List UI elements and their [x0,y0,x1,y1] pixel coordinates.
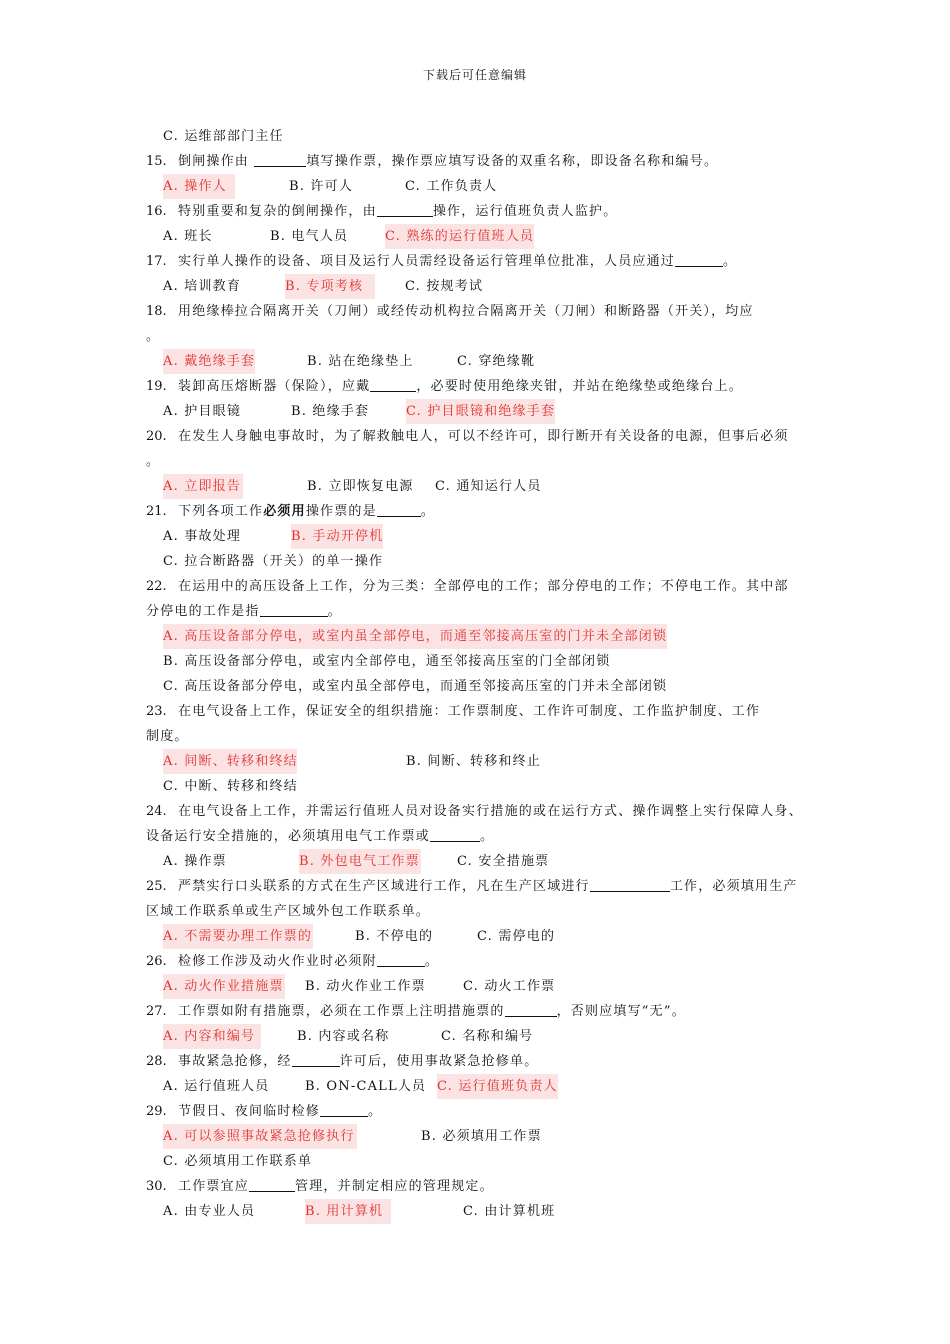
q20-stem-cont: 。 [146,454,161,469]
q25-option-c: C. 需停电的 [477,929,556,944]
q24-stem [146,799,810,824]
q22-text-2: 。 [327,604,342,619]
q18-stem-cont: 。 [146,329,161,344]
q17-options [146,274,810,299]
q19-text-1: 装卸高压熔断器（保险），应戴 [178,379,371,394]
q19-option-c: C. 护目眼镜和绝缘手套 [406,399,555,424]
q18-option-c: C. 穿绝缘靴 [457,354,536,369]
q21-text-3: 。 [420,504,436,519]
q22-option-c-line [146,674,810,699]
q24-text-cont: 设备运行安全措施的，必须填用电气工作票或 [146,829,431,844]
q18-stem [146,299,810,324]
q29-stem [146,1099,810,1124]
q18-option-b: B. 站在绝缘垫上 [307,354,414,369]
q30-option-c: C. 由计算机班 [463,1204,556,1219]
q25-text-1: 严禁实行口头联系的方式在生产区域进行工作，凡在生产区域进行 [178,879,590,894]
q19-number: 19. [146,379,167,394]
q21-number: 21. [146,504,167,519]
q17-option-c: C. 按规考试 [405,279,484,294]
q30-option-a: A. 由专业人员 [163,1204,256,1219]
q28-option-c: C. 运行值班负责人 [437,1074,558,1099]
q24-option-b: B. 外包电气工作票 [299,849,421,874]
q21-option-c: C. 拉合断路器（开关）的单一操作 [163,554,384,569]
q15-blank [254,151,306,167]
q29-options-c [146,1149,810,1174]
q17-text-2: 。 [723,254,738,269]
q30-text-2: 管理，并制定相应的管理规定。 [295,1179,494,1194]
q28-option-b: B. ON-CALL人员 [305,1079,427,1094]
q23-option-c: C. 中断、转移和终结 [163,779,298,794]
q18-text-1: 用绝缘棒拉合隔离开关（刀闸）或经传动机构拉合隔离开关（刀闸）和断路器（开关），均应 [178,304,754,319]
q22-option-b: B. 高压设备部分停电，或室内全部停电，通至邻接高压室的门全部闭锁 [163,654,611,669]
q24-option-c: C. 安全措施票 [457,854,550,869]
q29-text-2: 。 [368,1104,383,1119]
q29-option-b: B. 必须填用工作票 [421,1129,542,1144]
q17-text-1: 实行单人操作的设备、项目及运行人员需经设备运行管理单位批准，人员应通过 [178,254,676,269]
q21-option-a: A. 事故处理 [163,529,242,544]
q26-number: 26. [146,954,167,969]
q22-stem-cont [146,599,810,624]
q28-options [146,1074,810,1099]
q27-blank [505,1001,557,1017]
q20-number: 20. [146,429,167,444]
q14-option-c: C. 运维部部门主任 [163,129,284,144]
q30-blank [249,1176,295,1192]
q28-stem [146,1049,810,1074]
q27-option-b: B. 内容或名称 [297,1029,390,1044]
q28-option-a: A. 运行值班人员 [163,1079,270,1094]
q20-option-c: C. 通知运行人员 [435,479,542,494]
q15-text-2: 填写操作票，操作票应填写设备的双重名称，即设备名称和编号。 [306,154,719,169]
q29-options-ab [146,1124,810,1149]
q17-blank [675,251,723,267]
q30-stem [146,1174,810,1199]
q28-text-2: 许可后，使用事故紧急抢修单。 [339,1054,539,1069]
q24-number: 24. [146,804,167,819]
q19-text-2: ，必要时使用绝缘夹钳，并站在绝缘垫或绝缘台上。 [416,379,743,394]
q21-option-b: B. 手动开停机 [291,524,383,549]
q22-option-a-line [146,624,810,649]
q22-number: 22. [146,579,167,594]
q25-stem-cont: 区域工作联系单或生产区域外包工作联系单。 [146,904,431,919]
q23-text-1: 在电气设备上工作，保证安全的组织措施：工作票制度、工作许可制度、工作监护制度、工作 [178,704,761,719]
q14-option-c-line [146,124,810,149]
q30-options [146,1199,810,1224]
q29-text-1: 节假日、夜间临时检修 [178,1104,321,1119]
q22-blank [260,601,328,617]
q22-stem [146,574,810,599]
q19-stem [146,374,810,399]
q26-stem [146,949,810,974]
q16-text-2: 操作，运行值班负责人监护。 [432,204,618,219]
q28-number: 28. [146,1054,167,1069]
q16-number: 16. [146,204,167,219]
q16-stem [146,199,810,224]
q24-blank [430,826,480,842]
q21-blank [377,501,421,517]
q27-option-a: A. 内容和编号 [163,1024,261,1049]
q25-blank [590,876,670,892]
q23-option-b: B. 间断、转移和终止 [406,754,542,769]
q26-text-2: 。 [424,954,440,969]
q21-options-c [146,549,810,574]
q16-blank [377,201,433,217]
q23-number: 23. [146,704,167,719]
q23-options-c [146,774,810,799]
q25-number: 25. [146,879,167,894]
q27-option-c: C. 名称和编号 [441,1029,534,1044]
q19-option-a: A. 护目眼镜 [163,404,242,419]
q27-number: 27. [146,1004,167,1019]
q26-option-b: B. 动火作业工作票 [305,979,426,994]
q20-option-b: B. 立即恢复电源 [307,479,414,494]
q16-text-1: 特别重要和复杂的倒闸操作，由 [178,204,377,219]
q28-blank [292,1051,340,1067]
q15-stem [146,149,810,174]
q20-text-1: 在发生人身触电事故时，为了解救触电人，可以不经许可，即行断开有关设备的电源，但事后必须 [178,429,789,444]
q24-text-2: 。 [480,829,495,844]
q24-text-1: 在电气设备上工作，并需运行值班人员对设备实行措施的或在运行方式、操作调整上实行保障人身、 [178,804,803,819]
q17-stem [146,249,810,274]
q29-blank [320,1101,368,1117]
q29-option-c: C. 必须填用工作联系单 [163,1154,313,1169]
q25-text-2: 工作，必须填用生产 [669,879,798,894]
q20-option-a: A. 立即报告 [163,474,243,499]
q30-option-b: B. 用计算机 [305,1199,391,1224]
question-list [146,124,810,1224]
q16-option-b: B. 电气人员 [270,229,349,244]
q27-text-2: ，否则应填写“无”。 [556,1004,686,1019]
q21-emphasis: 必须用 [263,504,306,519]
q26-options [146,974,810,999]
q24-options [146,849,810,874]
page-header: 下载后可任意编辑 [422,68,527,82]
q30-number: 30. [146,1179,167,1194]
q17-option-b: B. 专项考核 [285,274,375,299]
q19-options [146,399,810,424]
q15-option-b: B. 许可人 [289,179,354,194]
q19-option-b: B. 绝缘手套 [291,404,370,419]
q30-text-1: 工作票宜应 [178,1179,250,1194]
q15-option-a: A. 操作人 [163,174,235,199]
q25-stem [146,874,810,899]
q26-text-1: 检修工作涉及动火作业时必须附 [178,954,377,969]
q26-blank [377,951,425,967]
q26-option-c: C. 动火工作票 [463,979,556,994]
q23-stem [146,699,810,724]
q26-option-a: A. 动火作业措施票 [163,974,285,999]
q25-option-a: A. 不需要办理工作票的 [163,924,313,949]
q20-stem [146,424,810,449]
q21-text-1: 下列各项工作 [178,504,264,519]
q23-option-a: A. 间断、转移和终结 [163,749,297,774]
q20-options [146,474,810,499]
q18-options [146,349,810,374]
q17-number: 17. [146,254,167,269]
q21-text-2: 操作票的是 [305,504,377,519]
q16-options [146,224,810,249]
q24-option-a: A. 操作票 [163,854,227,869]
q27-text-1: 工作票如附有措施票，必须在工作票上注明措施票的 [178,1004,505,1019]
q18-number: 18. [146,304,167,319]
q23-options-ab [146,749,810,774]
q17-option-a: A. 培训教育 [163,279,242,294]
q22-option-b-line [146,649,810,674]
q15-options [146,174,810,199]
q29-number: 29. [146,1104,167,1119]
q22-option-a: A. 高压设备部分停电，或室内虽全部停电，而通至邻接高压室的门并未全部闭锁 [163,624,667,649]
q22-text-cont: 分停电的工作是指 [146,604,260,619]
q15-text-1: 倒闸操作由 [178,154,255,169]
q22-text-1: 在运用中的高压设备上工作，分为三类：全部停电的工作；部分停电的工作；不停电工作。其中部 [178,579,789,594]
q25-option-b: B. 不停电的 [355,929,434,944]
q21-stem [146,499,810,524]
q27-stem [146,999,810,1024]
q28-text-1: 事故紧急抢修，经 [178,1054,292,1069]
q24-stem-cont [146,824,810,849]
q18-option-a: A. 戴绝缘手套 [163,349,255,374]
q19-blank [370,376,416,392]
q22-option-c: C. 高压设备部分停电，或室内虽全部停电，而通至邻接高压室的门并未全部闭锁 [163,679,668,694]
q16-option-c: C. 熟练的运行值班人员 [385,224,534,249]
q29-option-a: A. 可以参照事故紧急抢修执行 [163,1124,357,1149]
q27-options [146,1024,810,1049]
q15-option-c: C. 工作负责人 [405,179,498,194]
q23-stem-cont: 制度。 [146,729,189,744]
q21-options-ab [146,524,810,549]
q25-options [146,924,810,949]
q16-option-a: A. 班长 [163,229,213,244]
q15-number: 15. [146,154,167,169]
